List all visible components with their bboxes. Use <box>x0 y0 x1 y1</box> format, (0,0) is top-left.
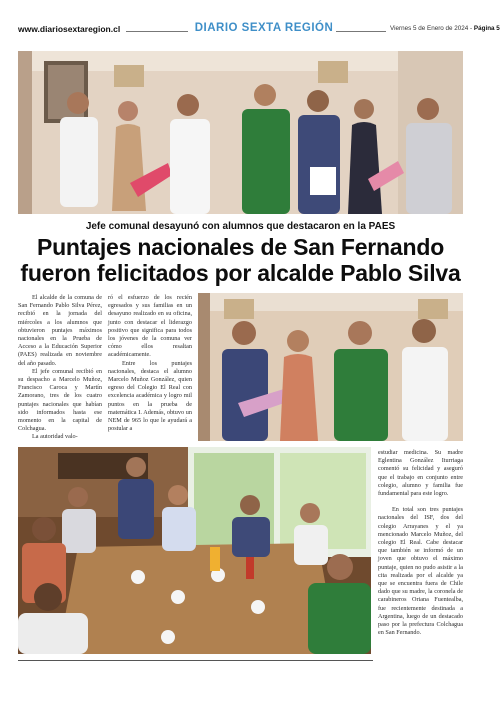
group-photo-top <box>18 51 463 214</box>
breakfast-meeting-photo <box>18 447 371 654</box>
bottom-rule <box>18 660 373 661</box>
page-number: Página 5 <box>473 24 500 32</box>
article-headline: Puntajes nacionales de San Fernando fueron felicitados por alcalde Pablo Silva <box>20 234 461 286</box>
issue-date-text: Viernes 5 de Enero de 2024 - <box>390 24 473 32</box>
paragraph: El alcalde de la comuna de San Fernando Pablo Silva Pérez, recibió en la jornada del miércoles a los alumnos que obtuvieron puntajes máximos nacionales en la Prueba de Acceso a la Educación Superior (PAES) realizada en noviembre del año pasado. <box>18 294 102 367</box>
header-rule-left <box>126 31 188 32</box>
paragraph: estudiar medicina. Su madre Eglentina González Iturriaga comentó su felicidad y aseguró que el trabajo en conjunto entre colegio, alumno y familia fue fundamental para este logro. <box>378 449 463 498</box>
article-column-1 <box>18 294 102 442</box>
site-url-link[interactable]: www.diariosextaregion.cl <box>18 24 121 34</box>
paragraph: El jefe comunal recibió en su despacho a Marcelo Muñoz, Francisco Caroca y Martín Zamorano, tres de los cuatro puntajes nacionales que habían sido informados hasta ese momento en la capital de Colchagua. <box>18 367 102 433</box>
issue-date <box>390 25 500 32</box>
paragraph: Entre los puntajes nacionales, destaca el alumno Marcelo Muñoz González, quien egreso del Colegio El Real con excelencia académica y logro mil puntos en la prueba de matemática I. Además, obtuvo un NEM de 965 lo que le ayudará a postular a <box>108 359 192 433</box>
article-column-2 <box>108 294 192 433</box>
students-photo <box>198 293 463 441</box>
header-rule-right <box>336 31 386 32</box>
paragraph: ró el esfuerzo de los recién egresados y sus familias en un desayuno realizado en su oficina, junto con destacar el liderazgo positivo que significa para todos los jóvenes de la comuna ver cómo ellos resaltan académicamente. <box>108 294 192 359</box>
paragraph: En total son tres puntajes nacionales del ISF, dos del colegio Arrayanes y el ya mencionado Marcelo Muñoz, del colegio El Real. Cabe destacar que también se informó de un joven que obtuvo el máximo puntaje, quien no pudo asistir a la cita realizada por el alcalde ya que se encuentra fuera de Chile dado que su madre, la coronela de carabineros Oriana Fuentealba, fue recientemente destinada a Argentina, luego de un destacado paso por la prefectura Colchagua en San Fernando. <box>378 506 463 637</box>
paragraph: La autoridad valo- <box>32 433 78 441</box>
newspaper-name: DIARIO SEXTA REGIÓN <box>194 22 334 34</box>
article-kicker: Jefe comunal desayunó con alumnos que destacaron en la PAES <box>85 221 396 232</box>
article-column-3 <box>378 449 463 637</box>
page-header <box>18 22 500 40</box>
